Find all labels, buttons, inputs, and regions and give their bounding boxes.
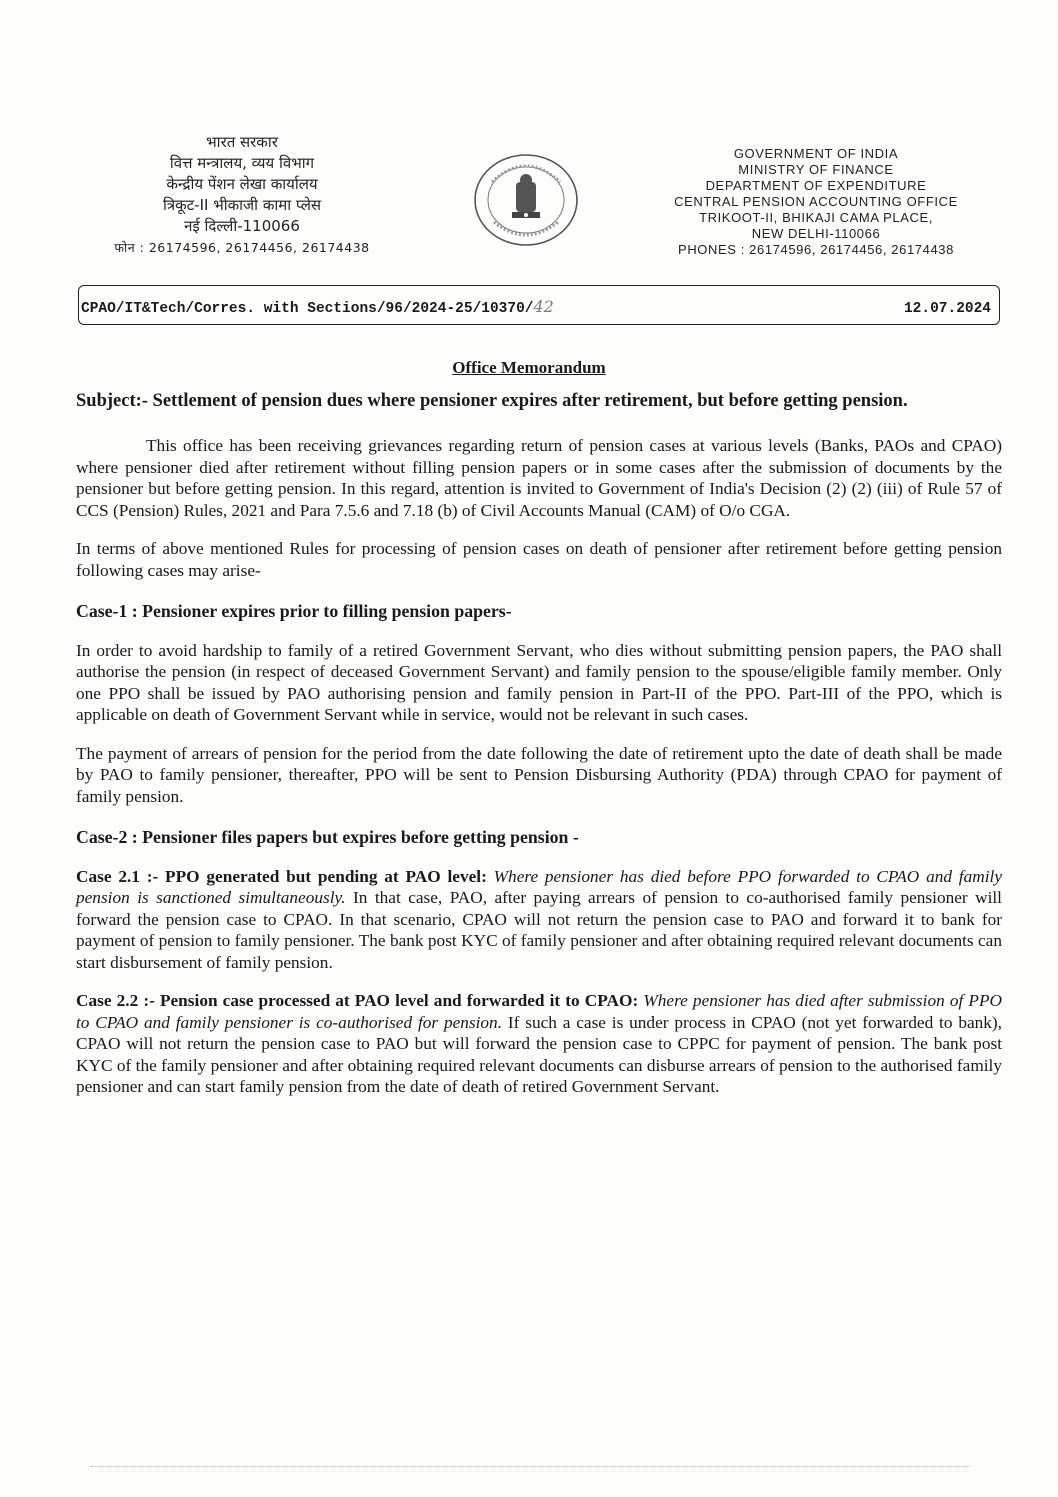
memo-body (76, 390, 1002, 1098)
hindi-phones: फोन : 26174596, 26174456, 26174438 (114, 240, 370, 255)
reference-box (78, 285, 1000, 325)
hindi-line-4: त्रिकूट-II भीकाजी कामा प्लेस (162, 196, 322, 214)
hindi-line-2: वित्त मन्त्रालय, व्यय विभाग (169, 154, 315, 172)
case2-1-text: In that case, PAO, after paying arrears of pension to co-authorised family pensioner will forward the pension case to CPAO. In that scenario, CPAO will not return the pension case to PAO and forward it to bank for payment of pension to family pensioner. The bank post KYC of family pensioner and after obtaining required relevant documents can start disbursement of family pension. (76, 888, 1002, 972)
paragraph-intro: This office has been receiving grievances regarding return of pension cases at various levels (Banks, PAOs and CPAO) where pensioner died after retirement without filling pension papers or in some cases after the submission of documents by the pensioner but before getting pension. In this regard, attention is invited to Government of India's Decision (2) (2) (iii) of Rule 57 of CCS (Pension) Rules, 2021 and Para 7.5.6 and 7.18 (b) of Civil Accounts Manual (CAM) of O/o CGA. (76, 436, 1002, 520)
english-line-1: GOVERNMENT OF INDIA (733, 146, 899, 161)
page-title: Office Memorandum (452, 358, 606, 377)
hindi-line-3: केन्द्रीय पेंशन लेखा कार्यालय (166, 175, 318, 193)
state-emblem-seal-icon (472, 152, 580, 248)
paragraph-rules: In terms of above mentioned Rules for processing of pension cases on death of pensioner after retirement before getting pension following cases may arise- (76, 539, 1002, 580)
hindi-line-5: नई दिल्ली-110066 (184, 217, 300, 235)
hindi-line-1: भारत सरकार (206, 133, 278, 151)
english-phones: PHONES : 26174596, 26174456, 26174438 (678, 242, 954, 257)
case2-2-text: If such a case is under process in CPAO (not yet forwarded to bank), CPAO will not return the pension case to PAO but will forward the pension case to CPPC for payment of pension. The bank post KYC of the family pensioner and after obtaining required relevant documents can disburse arrears of pension to the authorised family pensioner and can start family pension from the date of death of retired Government Servant. (76, 1012, 1002, 1096)
handwritten-annotation: 42 (533, 297, 554, 316)
case2-heading: Case-2 : Pensioner files papers but expires before getting pension - (76, 827, 579, 847)
english-line-5: TRIKOOT-II, BHIKAJI CAMA PLACE, (699, 210, 933, 225)
case2-1-italic: Where pensioner has died before PPO forwarded to CPAO and family pension is sanctioned simultaneously. (76, 866, 1003, 907)
english-line-3: DEPARTMENT OF EXPENDITURE (705, 178, 927, 193)
hindi-letterhead (82, 132, 402, 258)
case1-paragraph-2: The payment of arrears of pension for the period from the date following the date of retirement upto the date of death shall be made by PAO to family pensioner, thereafter, PPO will be sent to Pension Disbursing Authority (PDA) through CPAO for payment of family pension. (76, 743, 1002, 806)
english-line-4: CENTRAL PENSION ACCOUNTING OFFICE (674, 194, 958, 209)
footer-divider (90, 1466, 970, 1467)
case2-2-italic: Where pensioner has died after submission of PPO to CPAO and family pensioner is co-authorised for pension. (76, 991, 1002, 1032)
english-line-2: MINISTRY OF FINANCE (738, 162, 894, 177)
memo-date: 12.07.2024 (903, 301, 991, 317)
english-line-6: NEW DELHI-110066 (751, 226, 881, 241)
case2-1-paragraph (76, 866, 1002, 974)
subject-line: Subject:- Settlement of pension dues where pensioner expires after retirement, but before getting pension. (76, 391, 908, 411)
english-letterhead (606, 146, 1026, 258)
reference-number: CPAO/IT&Tech/Corres. with Sections/96/2024-25/10370/ (81, 301, 534, 317)
case2-2-paragraph (76, 990, 1002, 1098)
case2-1-label: Case 2.1 :- PPO generated but pending at PAO level: (76, 866, 487, 886)
reference-line (81, 297, 554, 317)
case2-2-label: Case 2.2 :- Pension case processed at PAO level and forwarded it to CPAO: (76, 991, 639, 1010)
case1-heading: Case-1 : Pensioner expires prior to filling pension papers- (76, 601, 512, 621)
case1-paragraph-1: In order to avoid hardship to family of a retired Government Servant, who dies without submitting pension papers, the PAO shall authorise the pension (in respect of deceased Government Servant) and family pension to the spouse/eligible family member. Only one PPO shall be issued by PAO authorising pension and family pension in Part-II of the PPO. Part-III of the PPO, which is applicable on death of Government Servant while in service, would not be relevant in such cases. (76, 640, 1002, 724)
